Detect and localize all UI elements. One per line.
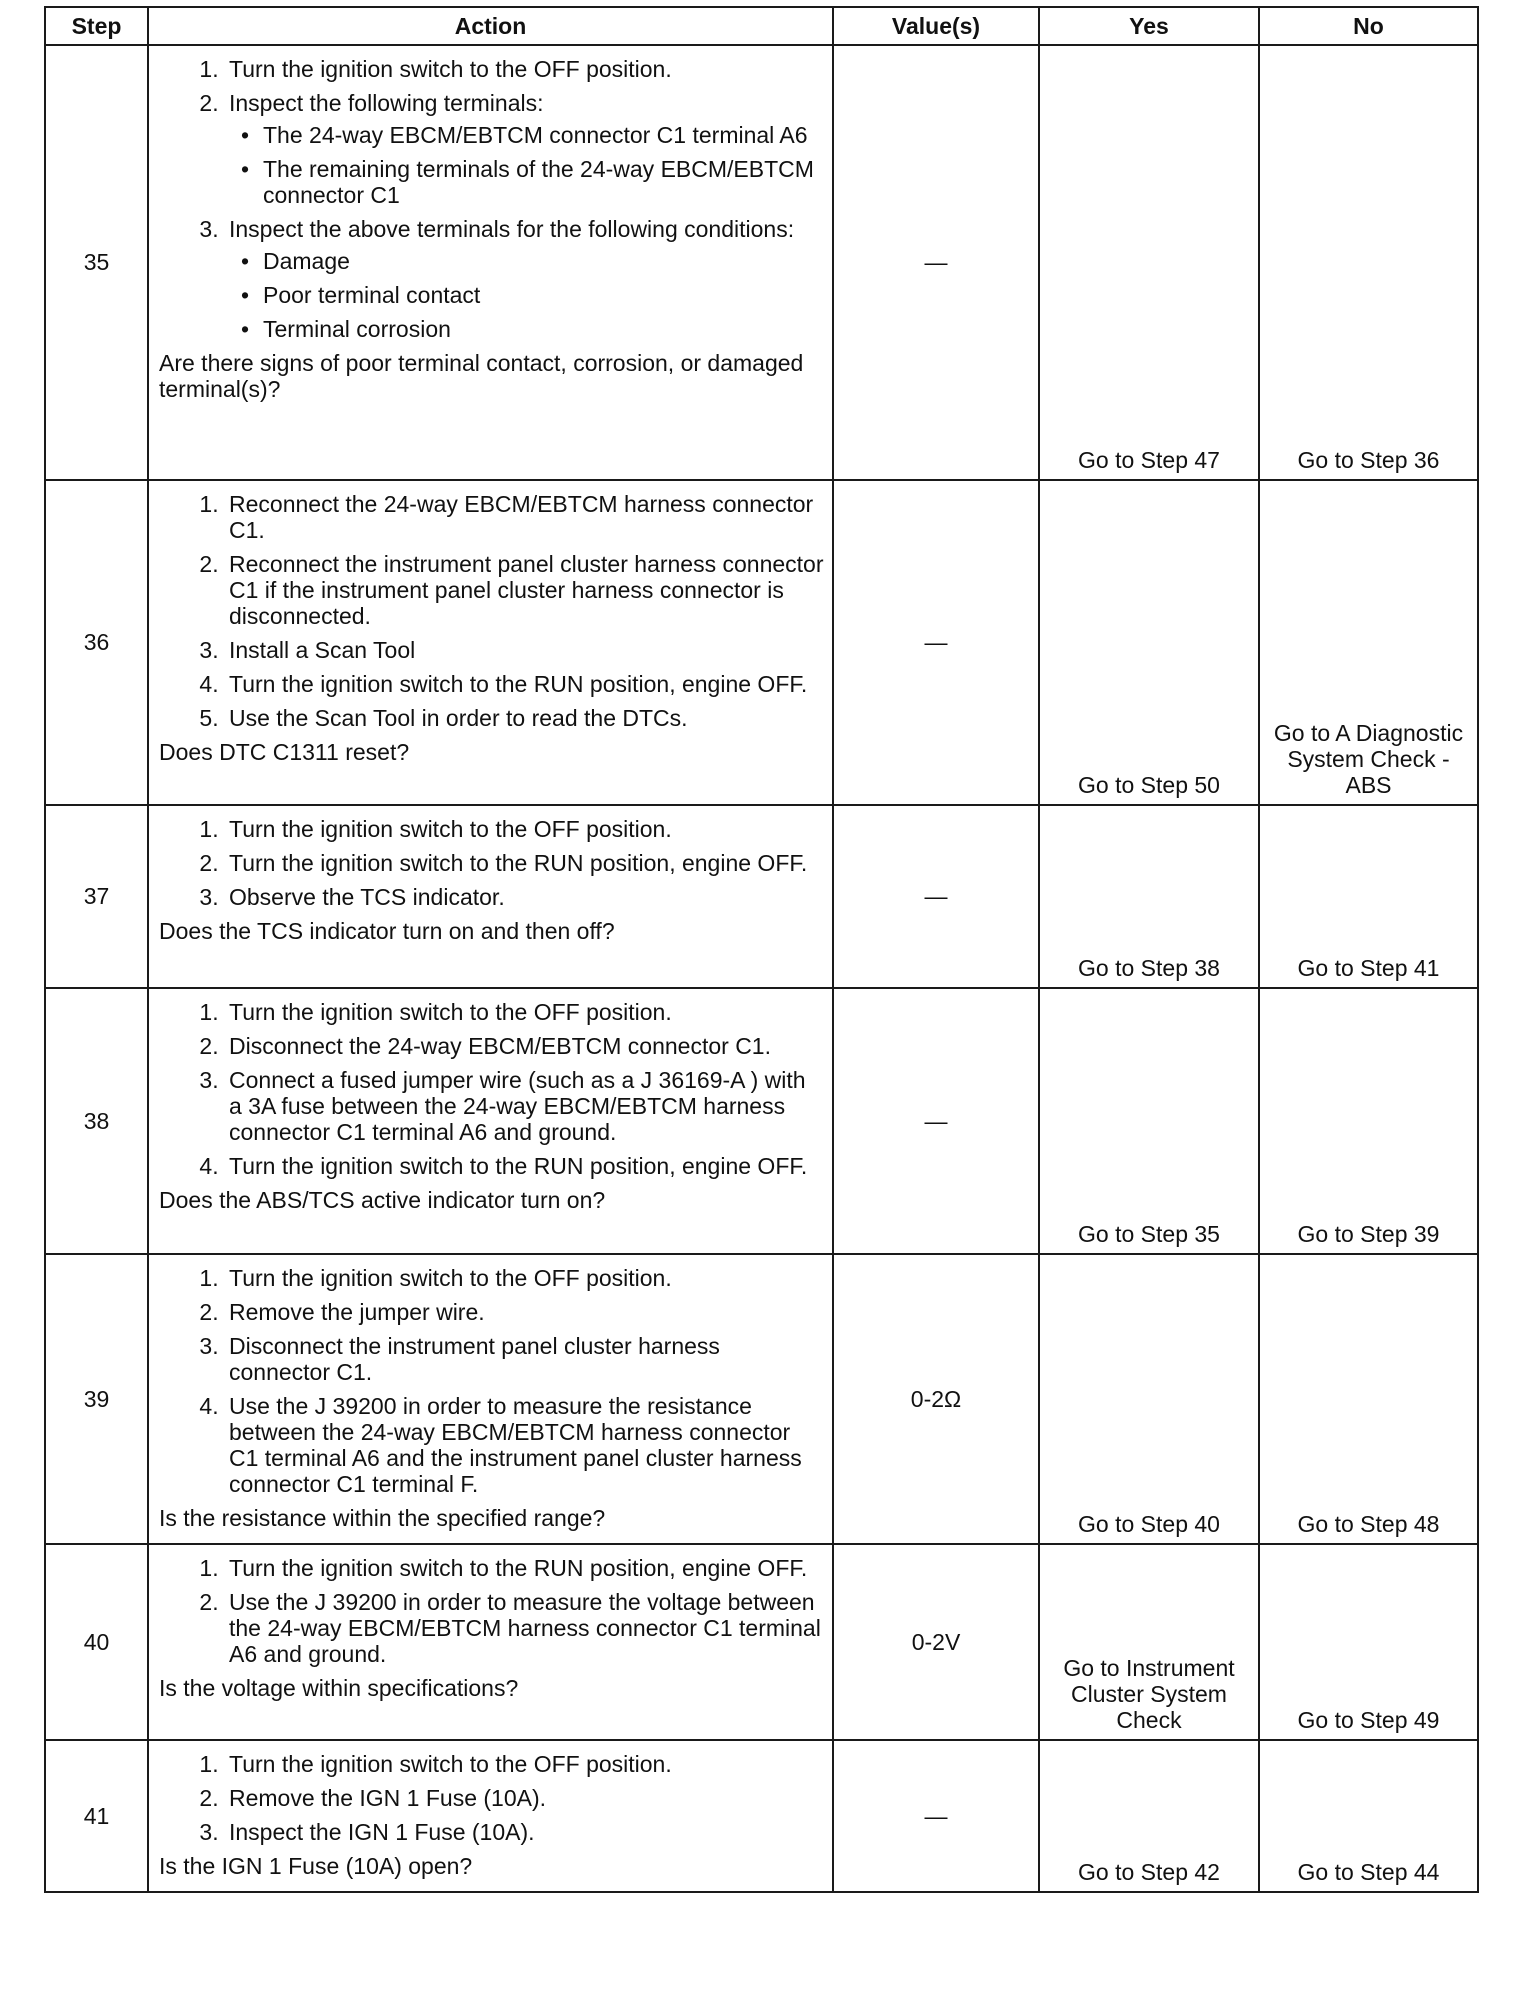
action-step-text: Turn the ignition switch to the RUN position, engine OFF. [229, 671, 808, 697]
table-row [45, 480, 1478, 805]
yes-result [1039, 1254, 1259, 1544]
action-step-text: Disconnect the instrument panel cluster harness connector C1. [229, 1333, 720, 1385]
action-cell [148, 805, 833, 988]
action-step-text: Observe the TCS indicator. [229, 884, 505, 910]
action-step-text: Turn the ignition switch to the RUN position, engine OFF. [229, 1555, 808, 1581]
action-step-text: Turn the ignition switch to the OFF position. [229, 56, 672, 82]
header-values: Value(s) [833, 7, 1039, 45]
action-substep: • Damage [263, 248, 824, 274]
action-step [225, 1153, 824, 1179]
header-step: Step [45, 7, 148, 45]
no-result [1259, 988, 1478, 1254]
action-step [225, 1589, 824, 1667]
action-step-text: Inspect the above terminals for the following conditions: [229, 216, 795, 242]
no-result-text: Go to Step 41 [1297, 955, 1440, 981]
action-substep: • The remaining terminals of the 24-way EBCM/EBTCM connector C1 [263, 156, 824, 208]
action-step [225, 1033, 824, 1059]
no-result [1259, 1740, 1478, 1892]
no-result-text: Go to Step 49 [1297, 1707, 1440, 1733]
action-step-text: Use the Scan Tool in order to read the DTCs. [229, 705, 688, 731]
value-cell: 0-2V [833, 1544, 1039, 1740]
no-result-text: Go to Step 48 [1297, 1511, 1440, 1537]
table-row [45, 1544, 1478, 1740]
action-step [225, 850, 824, 876]
action-step-text: Inspect the IGN 1 Fuse (10A). [229, 1819, 535, 1845]
action-step-text: Remove the jumper wire. [229, 1299, 485, 1325]
yes-result [1039, 1740, 1259, 1892]
action-step [225, 1785, 824, 1811]
action-step-text: Turn the ignition switch to the OFF position. [229, 1265, 672, 1291]
step-number: 40 [45, 1544, 148, 1740]
header-no: No [1259, 7, 1478, 45]
yes-result-text: Go to Instrument Cluster System Check [1063, 1655, 1235, 1733]
value-cell: 0-2Ω [833, 1254, 1039, 1544]
step-number: 36 [45, 480, 148, 805]
action-step [225, 1299, 824, 1325]
action-steps-list [159, 1751, 824, 1845]
yes-result [1039, 480, 1259, 805]
action-step-text: Reconnect the instrument panel cluster harness connector C1 if the instrument panel cluster harness connector is disconnected. [229, 551, 824, 629]
action-question: Is the voltage within specifications? [159, 1675, 519, 1701]
no-result [1259, 1254, 1478, 1544]
action-step-text: Turn the ignition switch to the RUN position, engine OFF. [229, 850, 808, 876]
yes-result-text: Go to Step 50 [1078, 772, 1220, 798]
yes-result-text: Go to Step 40 [1078, 1511, 1220, 1537]
action-cell [148, 1544, 833, 1740]
yes-result-text: Go to Step 38 [1078, 955, 1220, 981]
table-row [45, 988, 1478, 1254]
yes-result-text: Go to Step 35 [1078, 1221, 1220, 1247]
action-step-text: Use the J 39200 in order to measure the resistance between the 24-way EBCM/EBTCM harness connector C1 terminal A6 and the instrument panel cluster harness connector C1 terminal F. [229, 1393, 802, 1497]
action-step [225, 1819, 824, 1845]
action-step [225, 884, 824, 910]
action-step-text: Use the J 39200 in order to measure the voltage between the 24-way EBCM/EBTCM harness connector C1 terminal A6 and ground. [229, 1589, 821, 1667]
value-cell: — [833, 1740, 1039, 1892]
action-step-text: Turn the ignition switch to the OFF position. [229, 999, 672, 1025]
step-number: 37 [45, 805, 148, 988]
yes-result [1039, 45, 1259, 480]
action-step-text: Install a Scan Tool [229, 637, 416, 663]
action-question: Does DTC C1311 reset? [159, 739, 410, 765]
yes-result [1039, 805, 1259, 988]
no-result [1259, 1544, 1478, 1740]
action-step-text: Inspect the following terminals: [229, 90, 544, 116]
action-steps-list [159, 491, 824, 731]
action-step-text: Turn the ignition switch to the OFF position. [229, 1751, 672, 1777]
action-step-text: Disconnect the 24-way EBCM/EBTCM connector C1. [229, 1033, 771, 1059]
header-yes: Yes [1039, 7, 1259, 45]
action-step-text: Turn the ignition switch to the RUN position, engine OFF. [229, 1153, 808, 1179]
action-steps-list [159, 816, 824, 910]
action-substeps-list [229, 248, 824, 342]
yes-result [1039, 1544, 1259, 1740]
value-cell: — [833, 480, 1039, 805]
action-substep: • Terminal corrosion [263, 316, 824, 342]
yes-result-text: Go to Step 47 [1078, 447, 1220, 473]
action-step-text: Turn the ignition switch to the OFF position. [229, 816, 672, 842]
action-question: Is the IGN 1 Fuse (10A) open? [159, 1853, 473, 1879]
action-step [225, 637, 824, 663]
table-row [45, 805, 1478, 988]
action-cell [148, 988, 833, 1254]
value-cell: — [833, 45, 1039, 480]
action-question: Does the TCS indicator turn on and then off? [159, 918, 615, 944]
no-result [1259, 805, 1478, 988]
step-number: 38 [45, 988, 148, 1254]
step-number: 41 [45, 1740, 148, 1892]
action-step [225, 551, 824, 629]
yes-result [1039, 988, 1259, 1254]
action-step [225, 999, 824, 1025]
action-question: Does the ABS/TCS active indicator turn on? [159, 1187, 606, 1213]
action-step [225, 90, 824, 208]
no-result-text: Go to Step 36 [1297, 447, 1440, 473]
action-substep: • Poor terminal contact [263, 282, 824, 308]
action-step [225, 56, 824, 82]
action-step [225, 1751, 824, 1777]
action-cell [148, 45, 833, 480]
action-step [225, 1067, 824, 1145]
header-action: Action [148, 7, 833, 45]
action-step [225, 671, 824, 697]
diagnostic-table-container [44, 6, 1477, 1893]
action-step-text: Reconnect the 24-way EBCM/EBTCM harness connector C1. [229, 491, 814, 543]
action-step [225, 216, 824, 342]
table-row [45, 45, 1478, 480]
action-substeps-list [229, 122, 824, 208]
value-cell: — [833, 988, 1039, 1254]
action-step [225, 1555, 824, 1581]
action-step [225, 1393, 824, 1497]
action-step [225, 816, 824, 842]
action-cell [148, 480, 833, 805]
yes-result-text: Go to Step 42 [1078, 1859, 1220, 1885]
action-step [225, 705, 824, 731]
action-substep: • The 24-way EBCM/EBTCM connector C1 terminal A6 [263, 122, 824, 148]
action-steps-list [159, 999, 824, 1179]
action-step-text: Remove the IGN 1 Fuse (10A). [229, 1785, 547, 1811]
diagnostic-table [44, 6, 1479, 1893]
action-step [225, 1333, 824, 1385]
no-result-text: Go to Step 39 [1297, 1221, 1440, 1247]
no-result [1259, 45, 1478, 480]
value-cell: — [833, 805, 1039, 988]
action-step [225, 491, 824, 543]
action-steps-list [159, 56, 824, 342]
table-header-row [45, 7, 1478, 45]
action-steps-list [159, 1555, 824, 1667]
step-number: 39 [45, 1254, 148, 1544]
step-number: 35 [45, 45, 148, 480]
table-body [45, 45, 1478, 1892]
action-steps-list [159, 1265, 824, 1497]
no-result-text: Go to Step 44 [1297, 1859, 1440, 1885]
action-question: Are there signs of poor terminal contact, corrosion, or damaged terminal(s)? [159, 350, 804, 402]
action-cell [148, 1254, 833, 1544]
no-result-text: Go to A Diagnostic System Check - ABS [1273, 720, 1464, 798]
no-result [1259, 480, 1478, 805]
action-step-text: Connect a fused jumper wire (such as a J 36169-A ) with a 3A fuse between the 24-way EBCM/EBTCM harness connector C1 terminal A6 and ground. [229, 1067, 806, 1145]
action-step [225, 1265, 824, 1291]
table-row [45, 1740, 1478, 1892]
table-row [45, 1254, 1478, 1544]
action-cell [148, 1740, 833, 1892]
action-question: Is the resistance within the specified range? [159, 1505, 606, 1531]
